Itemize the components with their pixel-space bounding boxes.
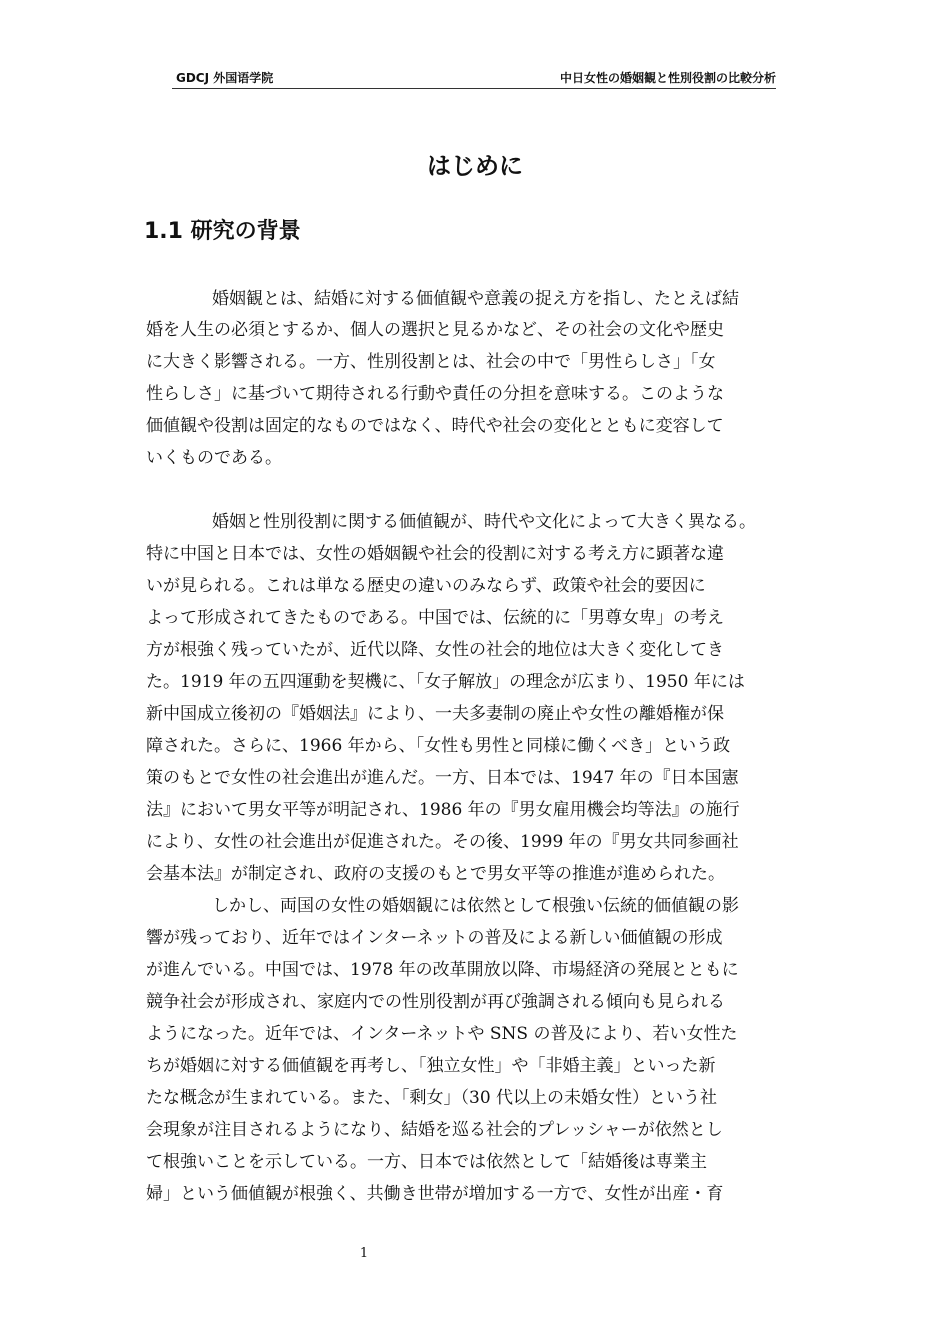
section-title: 1.1 研究の背景: [144, 219, 301, 244]
text-line: た。1919 年の五四運動を契機に、「女子解放」の理念が広まり、1950 年には: [146, 672, 745, 692]
text-line: ようになった。近年では、インターネットや SNS の普及により、若い女性た: [146, 1024, 738, 1044]
header-institution: GDCJ 外国语学院: [176, 71, 274, 85]
text-line: て根強いことを示している。一方、日本では依然として「結婚後は専業主: [146, 1152, 707, 1172]
text-line: 響が残っており、近年ではインターネットの普及による新しい価値観の形成: [146, 928, 723, 948]
text-line: 性らしさ」に基づいて期待される行動や責任の分担を意味する。このような: [146, 384, 724, 404]
text-line: が進んでいる。中国では、1978 年の改革開放以降、市場経済の発展とともに: [146, 960, 739, 980]
text-line: しかし、両国の女性の婚姻観には依然として根強い伝統的価値観の影: [212, 896, 739, 916]
text-line: いくものである。: [146, 448, 282, 468]
text-line: 新中国成立後初の『婚姻法』により、一夫多妻制の廃止や女性の離婚権が保: [146, 704, 724, 724]
text-line: 法』において男女平等が明記され、1986 年の『男女雇用機会均等法』の施行: [146, 800, 740, 820]
page-number: 1: [359, 1246, 369, 1261]
text-line: 障された。さらに、1966 年から、「女性も男性と同様に働くべき」という政: [146, 736, 731, 756]
text-line: たな概念が生まれている。また、「剩女」（30 代以上の未婚女性）という社: [146, 1088, 718, 1108]
text-line: 方が根強く残っていたが、近代以降、女性の社会的地位は大きく変化してき: [146, 640, 724, 660]
text-line: 婚を人生の必須とするか、個人の選択と見るかなど、その社会の文化や歴史: [146, 320, 724, 340]
text-line: 競争社会が形成され、家庭内での性別役割が再び強調される傾向も見られる: [146, 992, 726, 1012]
text-line: 婚姻と性別役割に関する価値観が、時代や文化によって大きく異なる。: [212, 512, 756, 532]
text-line: よって形成されてきたものである。中国では、伝統的に「男尊女卑」の考え: [146, 608, 724, 628]
header-thesis-title: 中日女性の婚姻観と性別役割の比較分析: [559, 71, 776, 85]
text-line: により、女性の社会進出が促進された。その後、1999 年の『男女共同参画社: [146, 832, 739, 852]
text-line: 価値観や役割は固定的なものではなく、時代や社会の変化とともに変容して: [146, 416, 724, 436]
text-line: 婚姻観とは、結婚に対する価値観や意義の捉え方を指し、たとえば結: [212, 289, 739, 309]
text-line: 会基本法』が制定され、政府の支援のもとで男女平等の推進が進められた。: [146, 864, 726, 884]
page-header: [172, 70, 776, 89]
text-line: 会現象が注目されるようになり、結婚を巡る社会的プレッシャーが依然とし: [146, 1120, 723, 1140]
text-line: に大きく影響される。一方、性別役割とは、社会の中で「男性らしさ」「女: [146, 352, 716, 372]
text-line: 策のもとで女性の社会進出が進んだ。一方、日本では、1947 年の『日本国憲: [146, 768, 739, 788]
text-line: 特に中国と日本では、女性の婚姻観や社会的役割に対する考え方に顕著な違: [146, 544, 724, 564]
text-line: いが見られる。これは単なる歴史の違いのみならず、政策や社会的要因に: [146, 576, 706, 596]
text-line: 婦」という価値観が根強く、共働き世帯が増加する一方で、女性が出産・育: [146, 1184, 724, 1204]
text-line: ちが婚姻に対する価値観を再考し、「独立女性」や「非婚主義」といった新: [146, 1056, 716, 1076]
chapter-title: はじめに: [427, 152, 523, 180]
